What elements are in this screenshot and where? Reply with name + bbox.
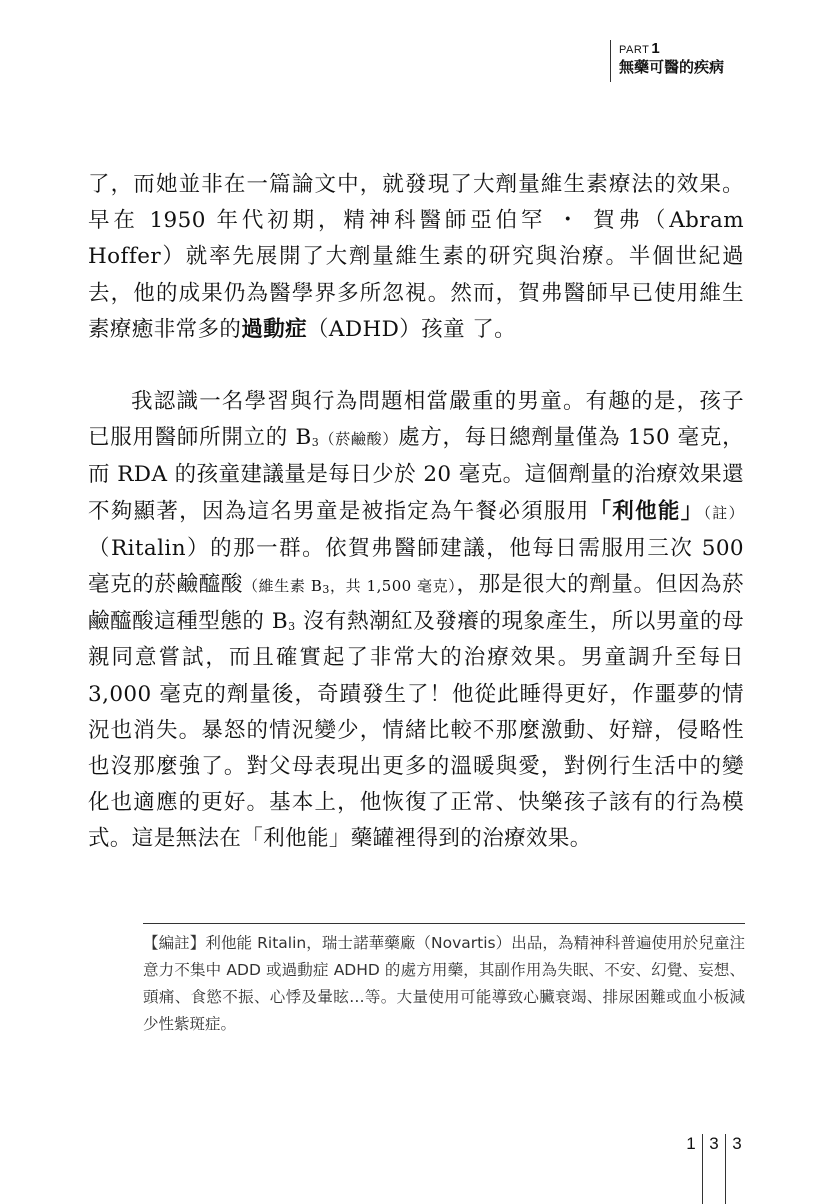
part-number: 1 xyxy=(651,40,661,57)
running-header xyxy=(619,42,724,77)
header-divider xyxy=(610,40,611,82)
part-label: PART 1 xyxy=(619,40,661,57)
page-number xyxy=(680,1134,748,1204)
note-marker: （註） xyxy=(703,503,744,522)
body-text xyxy=(88,167,744,858)
paragraph-2: 我認識一名學習與行為問題相當嚴重的男童。有趣的是，孩子已服用醫師所開立的 $B_3$（菸鹼酸）處方，每日總劑量僅為 150 毫克，而 RDA 的孩童建議量是每日少於 20 毫克。這個劑量的治療效果還不夠顯著，因為這名男童是被指定為午餐必須服用「利他能」（註）（Ritalin）的那一群。依賀弗醫師建議，他每日需服用三次 500 毫克的菸鹼醯酸（維生素 $B_3$，共 1,500 毫克），那是很大的劑量。但因為菸鹼醯酸這種型態的 $B_3$ 沒有熱潮紅及發癢的現象產生，所以男童的母親同意嘗試，而且確實起了非常大的治療效果。男童調升至每日 3,000 毫克的劑量後，奇蹟發生了！他從此睡得更好，作噩夢的情況也消失。暴怒的情況變少，情緒比較不那麼激動、好辯，侵略性也沒那麼強了。對父母表現出更多的溫暖與愛，對例行生活中的變化也適應的更好。基本上，他恢復了正常、快樂孩子該有的行為模式。這是無法在「利他能」藥罐裡得到的治療效果。 xyxy=(88,389,745,852)
ritalin-term: 「利他能」 xyxy=(589,498,704,524)
chapter-title: 無藥可醫的疾病 xyxy=(619,58,725,76)
page-digit-2: 3 xyxy=(709,1134,719,1153)
page-digit-3: 3 xyxy=(732,1134,742,1153)
page-digit-1: 1 xyxy=(686,1134,696,1153)
paragraph-1: 了，而她並非在一篇論文中，就發現了大劑量維生素療法的效果。早在 1950 年代初期，精神科醫師亞伯罕 ・ 賀弗（Abram Hoffer）就率先展開了大劑量維生素的研究與治療。半個世紀過去，他的成果仍為醫學界多所忽視。然而，賀弗醫師早已使用維生素療癒非常多的過動症（ADHD）孩童 了。 xyxy=(88,172,744,342)
editor-footnote: 【編註】利他能 Ritalin，瑞士諾華藥廠（Novartis）出品，為精神科普遍使用於兒童注意力不集中 ADD 或過動症 ADHD 的處方用藥，其副作用為失眠、不安、幻覺、妄想、頭痛、食慾不振、心悸及暈眩…等。大量使用可能導致心臟衰竭、排尿困難或血小板減少性紫斑症。 xyxy=(143,934,745,1033)
adhd-term: 過動症 xyxy=(241,316,308,342)
footnote-divider xyxy=(143,923,745,924)
